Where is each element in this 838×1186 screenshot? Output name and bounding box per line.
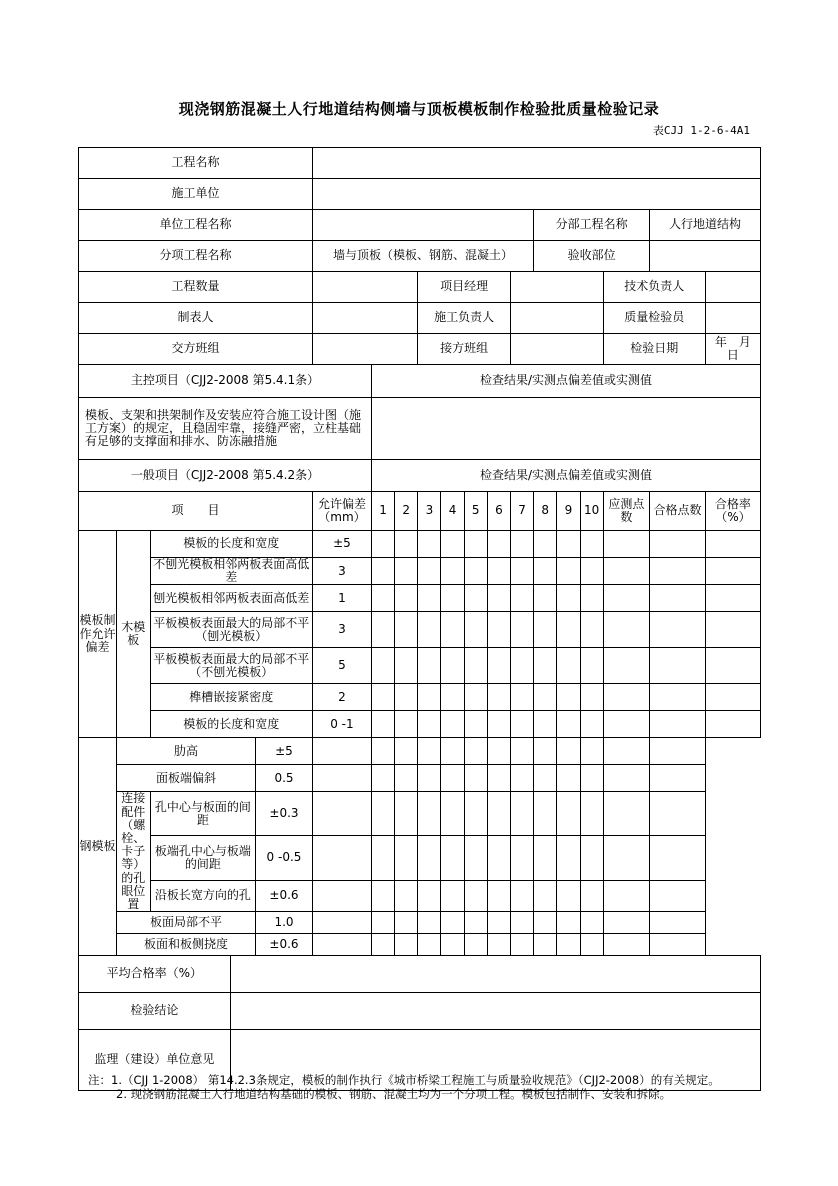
wood-1-cell-13[interactable]: [705, 531, 760, 558]
steel-2-cell-3[interactable]: [395, 765, 418, 792]
wood-3-cell-7[interactable]: [510, 585, 533, 612]
wood-2-cell-10[interactable]: [580, 558, 603, 585]
steel-2-cell-12[interactable]: [603, 765, 649, 792]
wood-4-cell-1[interactable]: [371, 612, 394, 648]
form-code: 表CJJ 1-2-6-4A1: [652, 124, 750, 137]
steel-end-2-cell-8[interactable]: [510, 934, 533, 956]
wood-1-cell-7[interactable]: [510, 531, 533, 558]
wood-2-cell-4[interactable]: [441, 558, 464, 585]
note-2: 2. 现浇钢筋混凝土人行地道结构基础的模板、钢筋、混凝土均为一个分项工程。模板包括制作、安装和拆除。: [116, 1087, 672, 1102]
item-name: 面板端偏斜: [116, 765, 255, 792]
tolerance-value: ±5: [312, 531, 371, 558]
steel-2-cell-1[interactable]: [312, 765, 371, 792]
wood-2-cell-9[interactable]: [557, 558, 580, 585]
wood-6-cell-2[interactable]: [395, 684, 418, 711]
col-point-4: 4: [441, 492, 464, 531]
steel-2-cell-13[interactable]: [650, 765, 706, 792]
item-name: 榫槽嵌接紧密度: [150, 684, 312, 711]
item-name: 平板模板表面最大的局部不平（不刨光模板）: [150, 648, 312, 684]
wood-2-cell-6[interactable]: [487, 558, 510, 585]
tolerance-value: ±5: [256, 738, 313, 765]
steel-end-1-cell-10[interactable]: [557, 912, 580, 934]
wood-4-cell-10[interactable]: [580, 612, 603, 648]
table-row: [79, 765, 761, 792]
wood-6-cell-4[interactable]: [441, 684, 464, 711]
steel-1-cell-11[interactable]: [580, 738, 603, 765]
tolerance-value: 0 -0.5: [256, 836, 313, 880]
wood-5-cell-7[interactable]: [510, 648, 533, 684]
wood-7-cell-4[interactable]: [441, 711, 464, 738]
tolerance-value: 0 -1: [312, 711, 371, 738]
wood-6-cell-9[interactable]: [557, 684, 580, 711]
tolerance-value: ±0.6: [256, 880, 313, 912]
table-row: [79, 648, 761, 684]
steel-2-cell-8[interactable]: [510, 765, 533, 792]
wood-6-cell-7[interactable]: [510, 684, 533, 711]
connector-3-cell-12[interactable]: [603, 880, 649, 912]
steel-end-1-cell-12[interactable]: [603, 912, 649, 934]
wood-7-cell-2[interactable]: [395, 711, 418, 738]
item-name: 不刨光模板相邻两板表面高低差: [150, 558, 312, 585]
item-name: 模板的长度和宽度: [150, 711, 312, 738]
table-row: [79, 738, 761, 765]
wood-3-cell-2[interactable]: [395, 585, 418, 612]
wood-1-cell-9[interactable]: [557, 531, 580, 558]
wood-3-cell-12[interactable]: [650, 585, 706, 612]
tolerance-value: 2: [312, 684, 371, 711]
table-row: [79, 558, 761, 585]
connector-1-cell-9[interactable]: [534, 792, 557, 836]
table-row: [79, 612, 761, 648]
avg-rate-label: 平均合格率（%）: [79, 956, 231, 993]
wood-4-cell-9[interactable]: [557, 612, 580, 648]
table-row: [79, 792, 761, 836]
wood-1-cell-8[interactable]: [534, 531, 557, 558]
wood-1-cell-6[interactable]: [487, 531, 510, 558]
steel-end-1-cell-5[interactable]: [441, 912, 464, 934]
wood-6-cell-13[interactable]: [705, 684, 760, 711]
conclusion-field[interactable]: [230, 993, 760, 1030]
steel-end-1-cell-13[interactable]: [650, 912, 706, 934]
steel-end-2-cell-1[interactable]: [312, 934, 371, 956]
tolerance-value: 0.5: [256, 765, 313, 792]
wood-6-cell-11[interactable]: [603, 684, 649, 711]
steel-end-1-cell-7[interactable]: [487, 912, 510, 934]
connector-3-cell-4[interactable]: [418, 880, 441, 912]
general-result-header: 检查结果/实测点偏差值或实测值: [371, 460, 760, 492]
wood-7-cell-5[interactable]: [464, 711, 487, 738]
steel-end-1-cell-4[interactable]: [418, 912, 441, 934]
wood-2-cell-7[interactable]: [510, 558, 533, 585]
connector-2-cell-10[interactable]: [557, 836, 580, 880]
wood-1-cell-5[interactable]: [464, 531, 487, 558]
wood-3-cell-13[interactable]: [705, 585, 760, 612]
steel-end-2-cell-3[interactable]: [395, 934, 418, 956]
main-control-result-field[interactable]: [371, 398, 760, 460]
inspection-date-label: 检验日期: [603, 334, 705, 365]
steel-end-2-cell-7[interactable]: [487, 934, 510, 956]
item-project-label: 分项工程名称: [79, 241, 313, 272]
steel-1-cell-5[interactable]: [441, 738, 464, 765]
item-name: 板面和板侧挠度: [116, 934, 255, 956]
wood-5-cell-8[interactable]: [534, 648, 557, 684]
wood-2-cell-11[interactable]: [603, 558, 649, 585]
quality-inspector-label: 质量检验员: [603, 303, 705, 334]
wood-3-cell-5[interactable]: [464, 585, 487, 612]
inspection-record-table: [78, 147, 761, 1091]
connector-1-cell-10[interactable]: [557, 792, 580, 836]
steel-1-cell-2[interactable]: [371, 738, 394, 765]
connector-3-cell-6[interactable]: [464, 880, 487, 912]
connector-1-cell-5[interactable]: [441, 792, 464, 836]
connector-1-cell-4[interactable]: [418, 792, 441, 836]
connector-1-cell-3[interactable]: [395, 792, 418, 836]
connector-label: 连接配件（螺栓、卡子等）的孔眼位置: [116, 792, 150, 912]
connector-3-cell-5[interactable]: [441, 880, 464, 912]
avg-rate-field[interactable]: [230, 956, 760, 993]
steel-end-2-cell-5[interactable]: [441, 934, 464, 956]
wood-3-cell-8[interactable]: [534, 585, 557, 612]
item-name: 孔中心与板面的间距: [150, 792, 255, 836]
connector-1-cell-2[interactable]: [371, 792, 394, 836]
wood-3-cell-1[interactable]: [371, 585, 394, 612]
steel-1-cell-4[interactable]: [418, 738, 441, 765]
conclusion-label: 检验结论: [79, 993, 231, 1030]
connector-2-cell-3[interactable]: [395, 836, 418, 880]
connector-1-cell-7[interactable]: [487, 792, 510, 836]
wood-2-cell-1[interactable]: [371, 558, 394, 585]
item-name: 刨光模板相邻两板表面高低差: [150, 585, 312, 612]
item-name: 沿板长宽方向的孔: [150, 880, 255, 912]
connector-2-cell-11[interactable]: [580, 836, 603, 880]
wood-2-cell-3[interactable]: [418, 558, 441, 585]
table-row: [79, 880, 761, 912]
quantity-field[interactable]: [312, 272, 417, 303]
inspection-part-field[interactable]: [650, 241, 761, 272]
connector-2-cell-8[interactable]: [510, 836, 533, 880]
col-rate-header: 合格率（%）: [705, 492, 760, 531]
wood-5-cell-11[interactable]: [603, 648, 649, 684]
col-pass-header: 合格点数: [650, 492, 706, 531]
col-point-7: 7: [510, 492, 533, 531]
quantity-label: 工程数量: [79, 272, 313, 303]
wood-3-cell-11[interactable]: [603, 585, 649, 612]
steel-end-1-cell-6[interactable]: [464, 912, 487, 934]
connector-3-cell-1[interactable]: [312, 880, 371, 912]
wood-1-cell-3[interactable]: [418, 531, 441, 558]
project-manager-label: 项目经理: [418, 272, 511, 303]
wood-4-cell-4[interactable]: [441, 612, 464, 648]
connector-2-cell-9[interactable]: [534, 836, 557, 880]
item-name: 板端孔中心与板端的间距: [150, 836, 255, 880]
connector-2-cell-7[interactable]: [487, 836, 510, 880]
receiving-team-field[interactable]: [510, 334, 603, 365]
col-should-header: 应测点数: [603, 492, 649, 531]
steel-end-2-cell-11[interactable]: [580, 934, 603, 956]
connector-3-cell-7[interactable]: [487, 880, 510, 912]
unit-project-label: 单位工程名称: [79, 210, 313, 241]
wood-5-cell-9[interactable]: [557, 648, 580, 684]
wood-4-cell-12[interactable]: [650, 612, 706, 648]
connector-2-cell-12[interactable]: [603, 836, 649, 880]
tolerance-value: 5: [312, 648, 371, 684]
table-row: [79, 531, 761, 558]
connector-2-cell-4[interactable]: [418, 836, 441, 880]
table-row: [79, 585, 761, 612]
connector-2-cell-1[interactable]: [312, 836, 371, 880]
steel-end-1-cell-9[interactable]: [534, 912, 557, 934]
wood-3-cell-9[interactable]: [557, 585, 580, 612]
construction-lead-field[interactable]: [510, 303, 603, 334]
wood-6-cell-6[interactable]: [487, 684, 510, 711]
tolerance-value: 1: [312, 585, 371, 612]
steel-end-2-cell-6[interactable]: [464, 934, 487, 956]
handover-team-label: 交方班组: [79, 334, 313, 365]
table-row: [79, 934, 761, 956]
project-manager-field[interactable]: [510, 272, 603, 303]
wood-2-cell-2[interactable]: [395, 558, 418, 585]
wood-1-cell-12[interactable]: [650, 531, 706, 558]
wood-1-cell-4[interactable]: [441, 531, 464, 558]
receiving-team-label: 接方班组: [418, 334, 511, 365]
note-1: 注：1.（CJJ 1-2008） 第14.2.3条规定，模板的制作执行《城市桥梁工程施工与质量验收规范》（CJJ2-2008）的有关规定。: [88, 1073, 720, 1087]
wood-3-cell-3[interactable]: [418, 585, 441, 612]
unit-project-field[interactable]: [312, 210, 533, 241]
item-name: 平板模板表面最大的局部不平（刨光模板）: [150, 612, 312, 648]
steel-1-cell-7[interactable]: [487, 738, 510, 765]
connector-1-cell-12[interactable]: [603, 792, 649, 836]
connector-1-cell-8[interactable]: [510, 792, 533, 836]
project-name-label: 工程名称: [79, 148, 313, 179]
wood-5-cell-1[interactable]: [371, 648, 394, 684]
tech-lead-field[interactable]: [705, 272, 760, 303]
wood-5-cell-12[interactable]: [650, 648, 706, 684]
connector-2-cell-5[interactable]: [441, 836, 464, 880]
steel-end-1-cell-1[interactable]: [312, 912, 371, 934]
wood-7-cell-7[interactable]: [510, 711, 533, 738]
steel-label: 钢模板: [79, 738, 117, 956]
steel-end-2-cell-9[interactable]: [534, 934, 557, 956]
wood-7-cell-3[interactable]: [418, 711, 441, 738]
wood-2-cell-8[interactable]: [534, 558, 557, 585]
wood-1-cell-10[interactable]: [580, 531, 603, 558]
steel-1-cell-12[interactable]: [603, 738, 649, 765]
project-name-field[interactable]: [312, 148, 760, 179]
steel-2-cell-11[interactable]: [580, 765, 603, 792]
wood-6-cell-10[interactable]: [580, 684, 603, 711]
wood-7-cell-12[interactable]: [650, 711, 706, 738]
steel-1-cell-10[interactable]: [557, 738, 580, 765]
item-name: 肋高: [116, 738, 255, 765]
steel-1-cell-3[interactable]: [395, 738, 418, 765]
steel-end-2-cell-12[interactable]: [603, 934, 649, 956]
wood-7-cell-11[interactable]: [603, 711, 649, 738]
connector-3-cell-3[interactable]: [395, 880, 418, 912]
connector-2-cell-13[interactable]: [650, 836, 706, 880]
wood-5-cell-13[interactable]: [705, 648, 760, 684]
wood-4-cell-13[interactable]: [705, 612, 760, 648]
col-point-6: 6: [487, 492, 510, 531]
supervisor-label: 监理（建设）单位意见: [79, 1030, 231, 1091]
tabulator-label: 制表人: [79, 303, 313, 334]
steel-1-cell-1[interactable]: [312, 738, 371, 765]
wood-2-cell-12[interactable]: [650, 558, 706, 585]
wood-3-cell-10[interactable]: [580, 585, 603, 612]
steel-2-cell-5[interactable]: [441, 765, 464, 792]
wood-7-cell-9[interactable]: [557, 711, 580, 738]
wood-1-cell-2[interactable]: [395, 531, 418, 558]
steel-end-2-cell-4[interactable]: [418, 934, 441, 956]
notes: [88, 1073, 760, 1102]
steel-2-cell-9[interactable]: [534, 765, 557, 792]
wood-5-cell-6[interactable]: [487, 648, 510, 684]
wood-2-cell-5[interactable]: [464, 558, 487, 585]
sub-project-value: 人行地道结构: [650, 210, 761, 241]
tolerance-value: ±0.6: [256, 934, 313, 956]
wood-7-cell-6[interactable]: [487, 711, 510, 738]
wood-6-cell-12[interactable]: [650, 684, 706, 711]
item-name: 模板的长度和宽度: [150, 531, 312, 558]
wood-3-cell-6[interactable]: [487, 585, 510, 612]
item-project-value: 墙与顶板（模板、钢筋、混凝土）: [312, 241, 533, 272]
wood-5-cell-5[interactable]: [464, 648, 487, 684]
connector-3-cell-11[interactable]: [580, 880, 603, 912]
construction-unit-label: 施工单位: [79, 179, 313, 210]
steel-end-1-cell-3[interactable]: [395, 912, 418, 934]
page-title: 现浇钢筋混凝土人行地道结构侧墙与顶板模板制作检验批质量检验记录: [178, 100, 660, 118]
tolerance-value: 3: [312, 558, 371, 585]
group-label: 模板制作允许偏差: [79, 531, 117, 738]
col-point-8: 8: [534, 492, 557, 531]
wood-5-cell-2[interactable]: [395, 648, 418, 684]
connector-3-cell-9[interactable]: [534, 880, 557, 912]
steel-1-cell-9[interactable]: [534, 738, 557, 765]
wood-4-cell-8[interactable]: [534, 612, 557, 648]
wood-6-cell-8[interactable]: [534, 684, 557, 711]
tabulator-field[interactable]: [312, 303, 417, 334]
connector-3-cell-10[interactable]: [557, 880, 580, 912]
main-control-content: 模板、支架和拱架制作及安装应符合施工设计图（施工方案）的规定，且稳固牢靠，接缝严密，立柱基础有足够的支撑面和排水、防冻融措施: [79, 398, 372, 460]
sub-project-label: 分部工程名称: [534, 210, 650, 241]
wood-7-cell-13[interactable]: [705, 711, 760, 738]
wood-2-cell-13[interactable]: [705, 558, 760, 585]
col-point-3: 3: [418, 492, 441, 531]
col-allow-header: 允许偏差（mm）: [312, 492, 371, 531]
connector-1-cell-13[interactable]: [650, 792, 706, 836]
connector-1-cell-1[interactable]: [312, 792, 371, 836]
tolerance-value: ±0.3: [256, 792, 313, 836]
general-items-label: 一般项目（CJJ2-2008 第5.4.2条）: [79, 460, 372, 492]
steel-2-cell-6[interactable]: [464, 765, 487, 792]
wood-6-cell-5[interactable]: [464, 684, 487, 711]
steel-1-cell-8[interactable]: [510, 738, 533, 765]
wood-7-cell-8[interactable]: [534, 711, 557, 738]
main-control-label: 主控项目（CJJ2-2008 第5.4.1条）: [79, 365, 372, 398]
wood-3-cell-4[interactable]: [441, 585, 464, 612]
steel-end-2-cell-10[interactable]: [557, 934, 580, 956]
col-point-1: 1: [371, 492, 394, 531]
table-row: [79, 912, 761, 934]
connector-1-cell-11[interactable]: [580, 792, 603, 836]
wood-4-cell-11[interactable]: [603, 612, 649, 648]
steel-2-cell-7[interactable]: [487, 765, 510, 792]
main-control-result-header: 检查结果/实测点偏差值或实测值: [371, 365, 760, 398]
wood-4-cell-5[interactable]: [464, 612, 487, 648]
handover-team-field[interactable]: [312, 334, 417, 365]
steel-2-cell-4[interactable]: [418, 765, 441, 792]
steel-end-1-cell-8[interactable]: [510, 912, 533, 934]
connector-2-cell-2[interactable]: [371, 836, 394, 880]
steel-2-cell-2[interactable]: [371, 765, 394, 792]
connector-3-cell-8[interactable]: [510, 880, 533, 912]
inspection-date-field[interactable]: 年 月 日: [705, 334, 760, 365]
steel-end-1-cell-11[interactable]: [580, 912, 603, 934]
col-point-10: 10: [580, 492, 603, 531]
steel-end-2-cell-13[interactable]: [650, 934, 706, 956]
steel-end-2-cell-2[interactable]: [371, 934, 394, 956]
col-point-5: 5: [464, 492, 487, 531]
tolerance-value: 1.0: [256, 912, 313, 934]
construction-unit-field[interactable]: [312, 179, 760, 210]
wood-4-cell-6[interactable]: [487, 612, 510, 648]
table-row: [79, 711, 761, 738]
inspection-part-label: 验收部位: [534, 241, 650, 272]
col-item-header: 项 目: [79, 492, 313, 531]
wood-1-cell-1[interactable]: [371, 531, 394, 558]
steel-end-1-cell-2[interactable]: [371, 912, 394, 934]
wood-6-cell-3[interactable]: [418, 684, 441, 711]
steel-1-cell-13[interactable]: [650, 738, 706, 765]
wood-4-cell-2[interactable]: [395, 612, 418, 648]
table-row: [79, 836, 761, 880]
wood-4-cell-3[interactable]: [418, 612, 441, 648]
connector-2-cell-6[interactable]: [464, 836, 487, 880]
tolerance-value: 3: [312, 612, 371, 648]
col-point-9: 9: [557, 492, 580, 531]
steel-2-cell-10[interactable]: [557, 765, 580, 792]
wood-5-cell-3[interactable]: [418, 648, 441, 684]
wood-7-cell-10[interactable]: [580, 711, 603, 738]
table-row: [79, 684, 761, 711]
wood-6-cell-1[interactable]: [371, 684, 394, 711]
connector-3-cell-13[interactable]: [650, 880, 706, 912]
steel-1-cell-6[interactable]: [464, 738, 487, 765]
col-point-2: 2: [395, 492, 418, 531]
wood-label: 木模板: [116, 531, 150, 738]
wood-5-cell-10[interactable]: [580, 648, 603, 684]
connector-1-cell-6[interactable]: [464, 792, 487, 836]
wood-7-cell-1[interactable]: [371, 711, 394, 738]
connector-3-cell-2[interactable]: [371, 880, 394, 912]
quality-inspector-field[interactable]: [705, 303, 760, 334]
wood-5-cell-4[interactable]: [441, 648, 464, 684]
tech-lead-label: 技术负责人: [603, 272, 705, 303]
item-name: 板面局部不平: [116, 912, 255, 934]
wood-4-cell-7[interactable]: [510, 612, 533, 648]
wood-1-cell-11[interactable]: [603, 531, 649, 558]
construction-lead-label: 施工负责人: [418, 303, 511, 334]
